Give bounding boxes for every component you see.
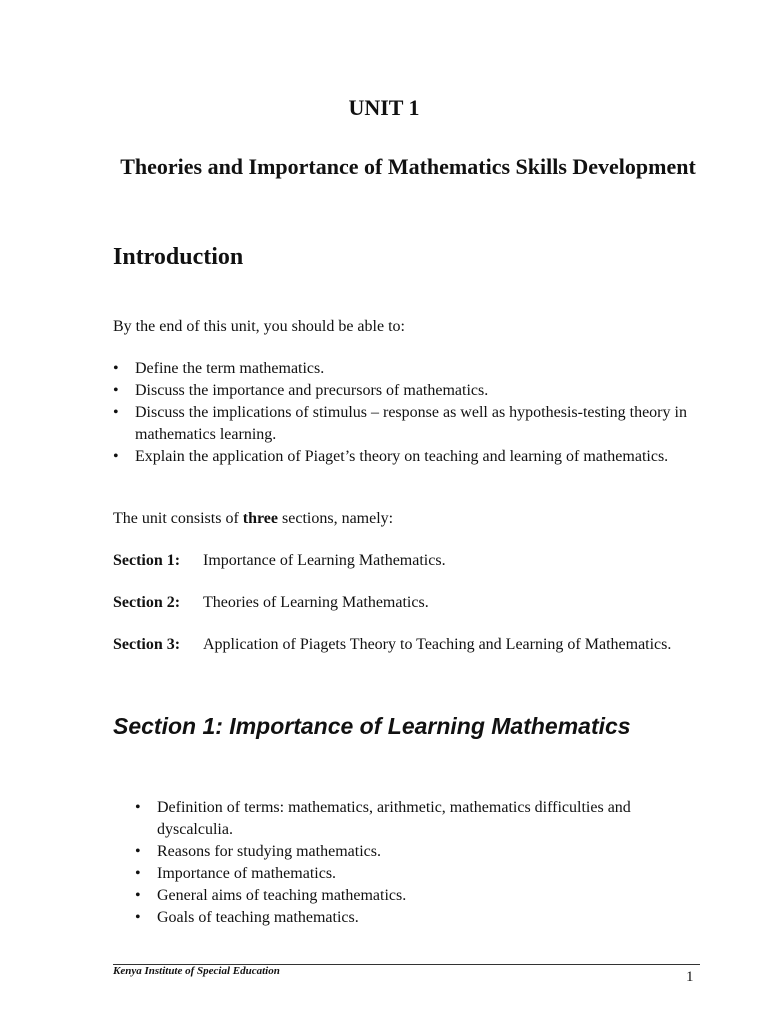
section-text: Application of Piagets Theory to Teaching and Learning of Mathematics. [203,636,672,653]
objectives-lead: By the end of this unit, you should be able to: [113,318,405,335]
section-summary-2 [113,592,703,614]
page-title: Theories and Importance of Mathematics Skills Development [120,154,696,179]
list-item [113,380,693,402]
unit-consists-text [113,508,393,530]
bullet-icon: • [113,404,119,421]
section-1-heading: Section 1: Importance of Learning Mathematics [113,713,631,739]
introduction-heading: Introduction [113,244,244,270]
consists-emphasis: three [242,510,279,527]
objective-text: Explain the application of Piaget’s theory on teaching and learning of mathematics. [135,448,669,465]
section-1-topics-list [135,797,690,929]
bullet-icon: • [113,448,119,465]
bullet-icon: • [135,887,141,904]
topic-text: General aims of teaching mathematics. [157,887,407,904]
list-item [113,402,693,446]
bullet-icon: • [113,382,119,399]
page-number: 1 [686,969,694,985]
list-item [135,885,690,907]
topic-text: Reasons for studying mathematics. [157,843,381,860]
footer-institute: Kenya Institute of Special Education [113,965,280,977]
bullet-icon: • [135,843,141,860]
objectives-list [113,358,693,468]
consists-before: The unit consists of [113,510,243,527]
objective-text: Discuss the implications of stimulus – response as well as hypothesis-testing theory in mathematics learning. [135,404,687,443]
list-item [135,907,690,929]
bullet-icon: • [113,360,119,377]
section-summary-1 [113,550,703,572]
bullet-icon: • [135,799,141,816]
consists-after: sections, namely: [278,510,394,527]
objective-text: Discuss the importance and precursors of mathematics. [135,382,489,399]
list-item [135,797,690,841]
bullet-icon: • [135,909,141,926]
topic-text: Importance of mathematics. [157,865,337,882]
section-label: Section 3: [113,636,181,653]
objective-text: Define the term mathematics. [135,360,325,377]
list-item [135,863,690,885]
section-text: Importance of Learning Mathematics. [203,552,446,569]
section-label: Section 1: [113,552,181,569]
list-item [113,358,693,380]
unit-title: UNIT 1 [348,95,420,120]
topic-text: Goals of teaching mathematics. [157,909,359,926]
bullet-icon: • [135,865,141,882]
topic-text: Definition of terms: mathematics, arithmetic, mathematics difficulties and dyscalculia. [157,799,631,838]
list-item [113,446,693,468]
section-label: Section 2: [113,594,181,611]
list-item [135,841,690,863]
section-summary-3 [113,634,703,656]
section-text: Theories of Learning Mathematics. [203,594,429,611]
